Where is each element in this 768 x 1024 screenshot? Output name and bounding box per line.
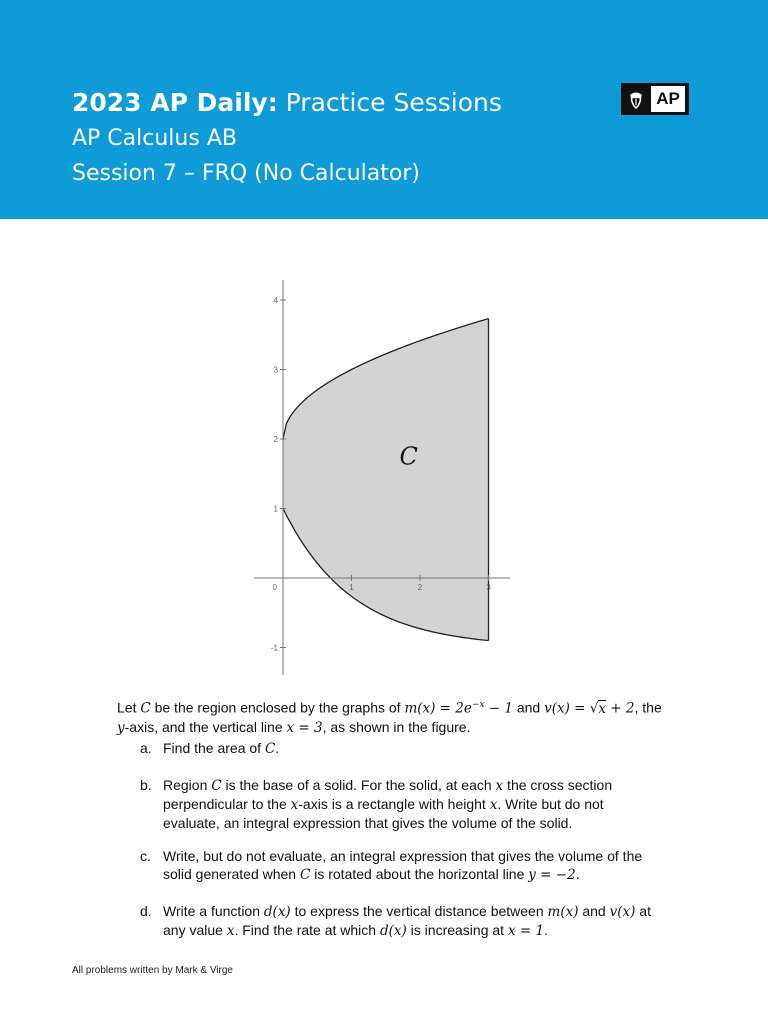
text-run: . Write but do not xyxy=(497,796,604,812)
text-run: is the base of a solid. For the solid, at each xyxy=(221,777,496,793)
math-expression: C xyxy=(300,867,311,883)
text-run: is increasing at xyxy=(406,922,508,938)
math-expression: x xyxy=(226,923,235,939)
text-run: . xyxy=(275,740,280,756)
part-label: c. xyxy=(140,848,151,864)
math-expression: x xyxy=(495,778,504,794)
part-text xyxy=(163,776,698,832)
origin-label: 0 xyxy=(272,583,277,592)
region-label: C xyxy=(399,442,418,471)
y-tick-label-4: 4 xyxy=(273,296,278,305)
part-text xyxy=(163,847,698,884)
part-text xyxy=(163,902,698,940)
text-line xyxy=(163,776,698,795)
math-expression: v(x) = xyxy=(544,700,590,717)
text-run: the cross section xyxy=(503,777,613,793)
text-run: perpendicular to the xyxy=(163,796,291,812)
title-light: Practice Sessions xyxy=(285,88,502,117)
part-label: d. xyxy=(140,903,152,919)
region-c-fill xyxy=(283,319,489,641)
text-run: Write, but do not evaluate, an integral expression that gives the volume of the xyxy=(163,848,643,864)
text-line xyxy=(163,795,698,814)
math-expression: d(x) xyxy=(263,904,291,920)
math-expression: m(x) xyxy=(547,904,579,920)
x-tick-label-2: 2 xyxy=(417,583,423,592)
part-label: a. xyxy=(140,740,152,756)
text-line xyxy=(163,921,698,940)
text-run: . Find the rate at which xyxy=(234,922,380,938)
text-run: Write a function xyxy=(163,903,264,919)
text-run: -axis, and the vertical line xyxy=(124,718,287,735)
acorn-icon xyxy=(621,83,651,115)
text-line xyxy=(163,865,698,884)
header-banner xyxy=(0,0,768,219)
y-tick-label--1: -1 xyxy=(270,643,278,653)
text-run: is rotated about the horizontal line xyxy=(310,866,529,882)
text-run: solid generated when xyxy=(163,866,300,882)
text-run: Region xyxy=(163,777,212,793)
x-tick-label-1: 1 xyxy=(349,583,354,592)
math-expression: x = 1 xyxy=(507,923,545,939)
text-run: at xyxy=(635,903,651,919)
text-run: . xyxy=(575,866,580,882)
math-expression: C xyxy=(211,778,222,794)
text-run: . xyxy=(544,922,548,938)
text-run: evaluate, an integral expression that gives the volume of the solid. xyxy=(163,815,573,831)
math-expression: x xyxy=(290,797,299,813)
problem-intro-line2 xyxy=(117,718,707,737)
math-expression: √ xyxy=(589,700,599,717)
text-line xyxy=(163,739,698,758)
math-expression: v(x) xyxy=(609,904,636,920)
math-expression: C xyxy=(264,741,276,757)
y-tick-label-3: 3 xyxy=(273,365,278,375)
text-run: to express the vertical distance between xyxy=(290,903,548,919)
math-expression: + 2 xyxy=(606,700,635,717)
region-figure xyxy=(240,270,520,680)
problem-statement xyxy=(117,696,707,737)
math-expression: x = 3 xyxy=(286,719,323,736)
text-run: , as shown in the figure. xyxy=(322,718,471,735)
ap-logo xyxy=(621,83,689,115)
text-run: be the region enclosed by the graphs of xyxy=(150,699,405,716)
math-expression: y = −2 xyxy=(528,867,576,883)
math-expression: x xyxy=(489,797,498,813)
math-expression: x xyxy=(598,700,607,717)
math-expression: d(x) xyxy=(379,923,407,939)
text-run: Find the area of xyxy=(163,740,265,756)
session-title: Session 7 – FRQ (No Calculator) xyxy=(72,161,420,186)
math-expression: m(x) = 2e xyxy=(404,700,472,717)
page-title xyxy=(72,88,502,117)
text-run: , the xyxy=(634,699,662,716)
y-tick-label-2: 2 xyxy=(273,435,278,444)
text-run: any value xyxy=(163,922,227,938)
text-line xyxy=(163,814,698,832)
text-line xyxy=(163,847,698,865)
footer-credit: All problems written by Mark & Virge xyxy=(72,965,233,976)
title-bold: 2023 AP Daily: xyxy=(72,88,278,117)
math-expression: − 1 xyxy=(484,700,513,717)
text-line xyxy=(163,902,698,921)
text-run: Let xyxy=(117,699,141,716)
exponent: −x xyxy=(471,700,485,710)
text-run: and xyxy=(578,903,610,919)
problem-intro xyxy=(117,696,707,718)
course-title: AP Calculus AB xyxy=(72,126,237,151)
part-text xyxy=(163,739,698,758)
x-tick-label-3: 3 xyxy=(486,583,491,592)
part-label: b. xyxy=(140,777,152,793)
text-run: and xyxy=(512,699,545,716)
math-expression: y xyxy=(117,719,125,736)
math-expression: C xyxy=(140,700,151,717)
y-tick-label-1: 1 xyxy=(273,504,278,514)
ap-logo-text: AP xyxy=(651,86,685,112)
text-run: -axis is a rectangle with height xyxy=(298,796,490,812)
